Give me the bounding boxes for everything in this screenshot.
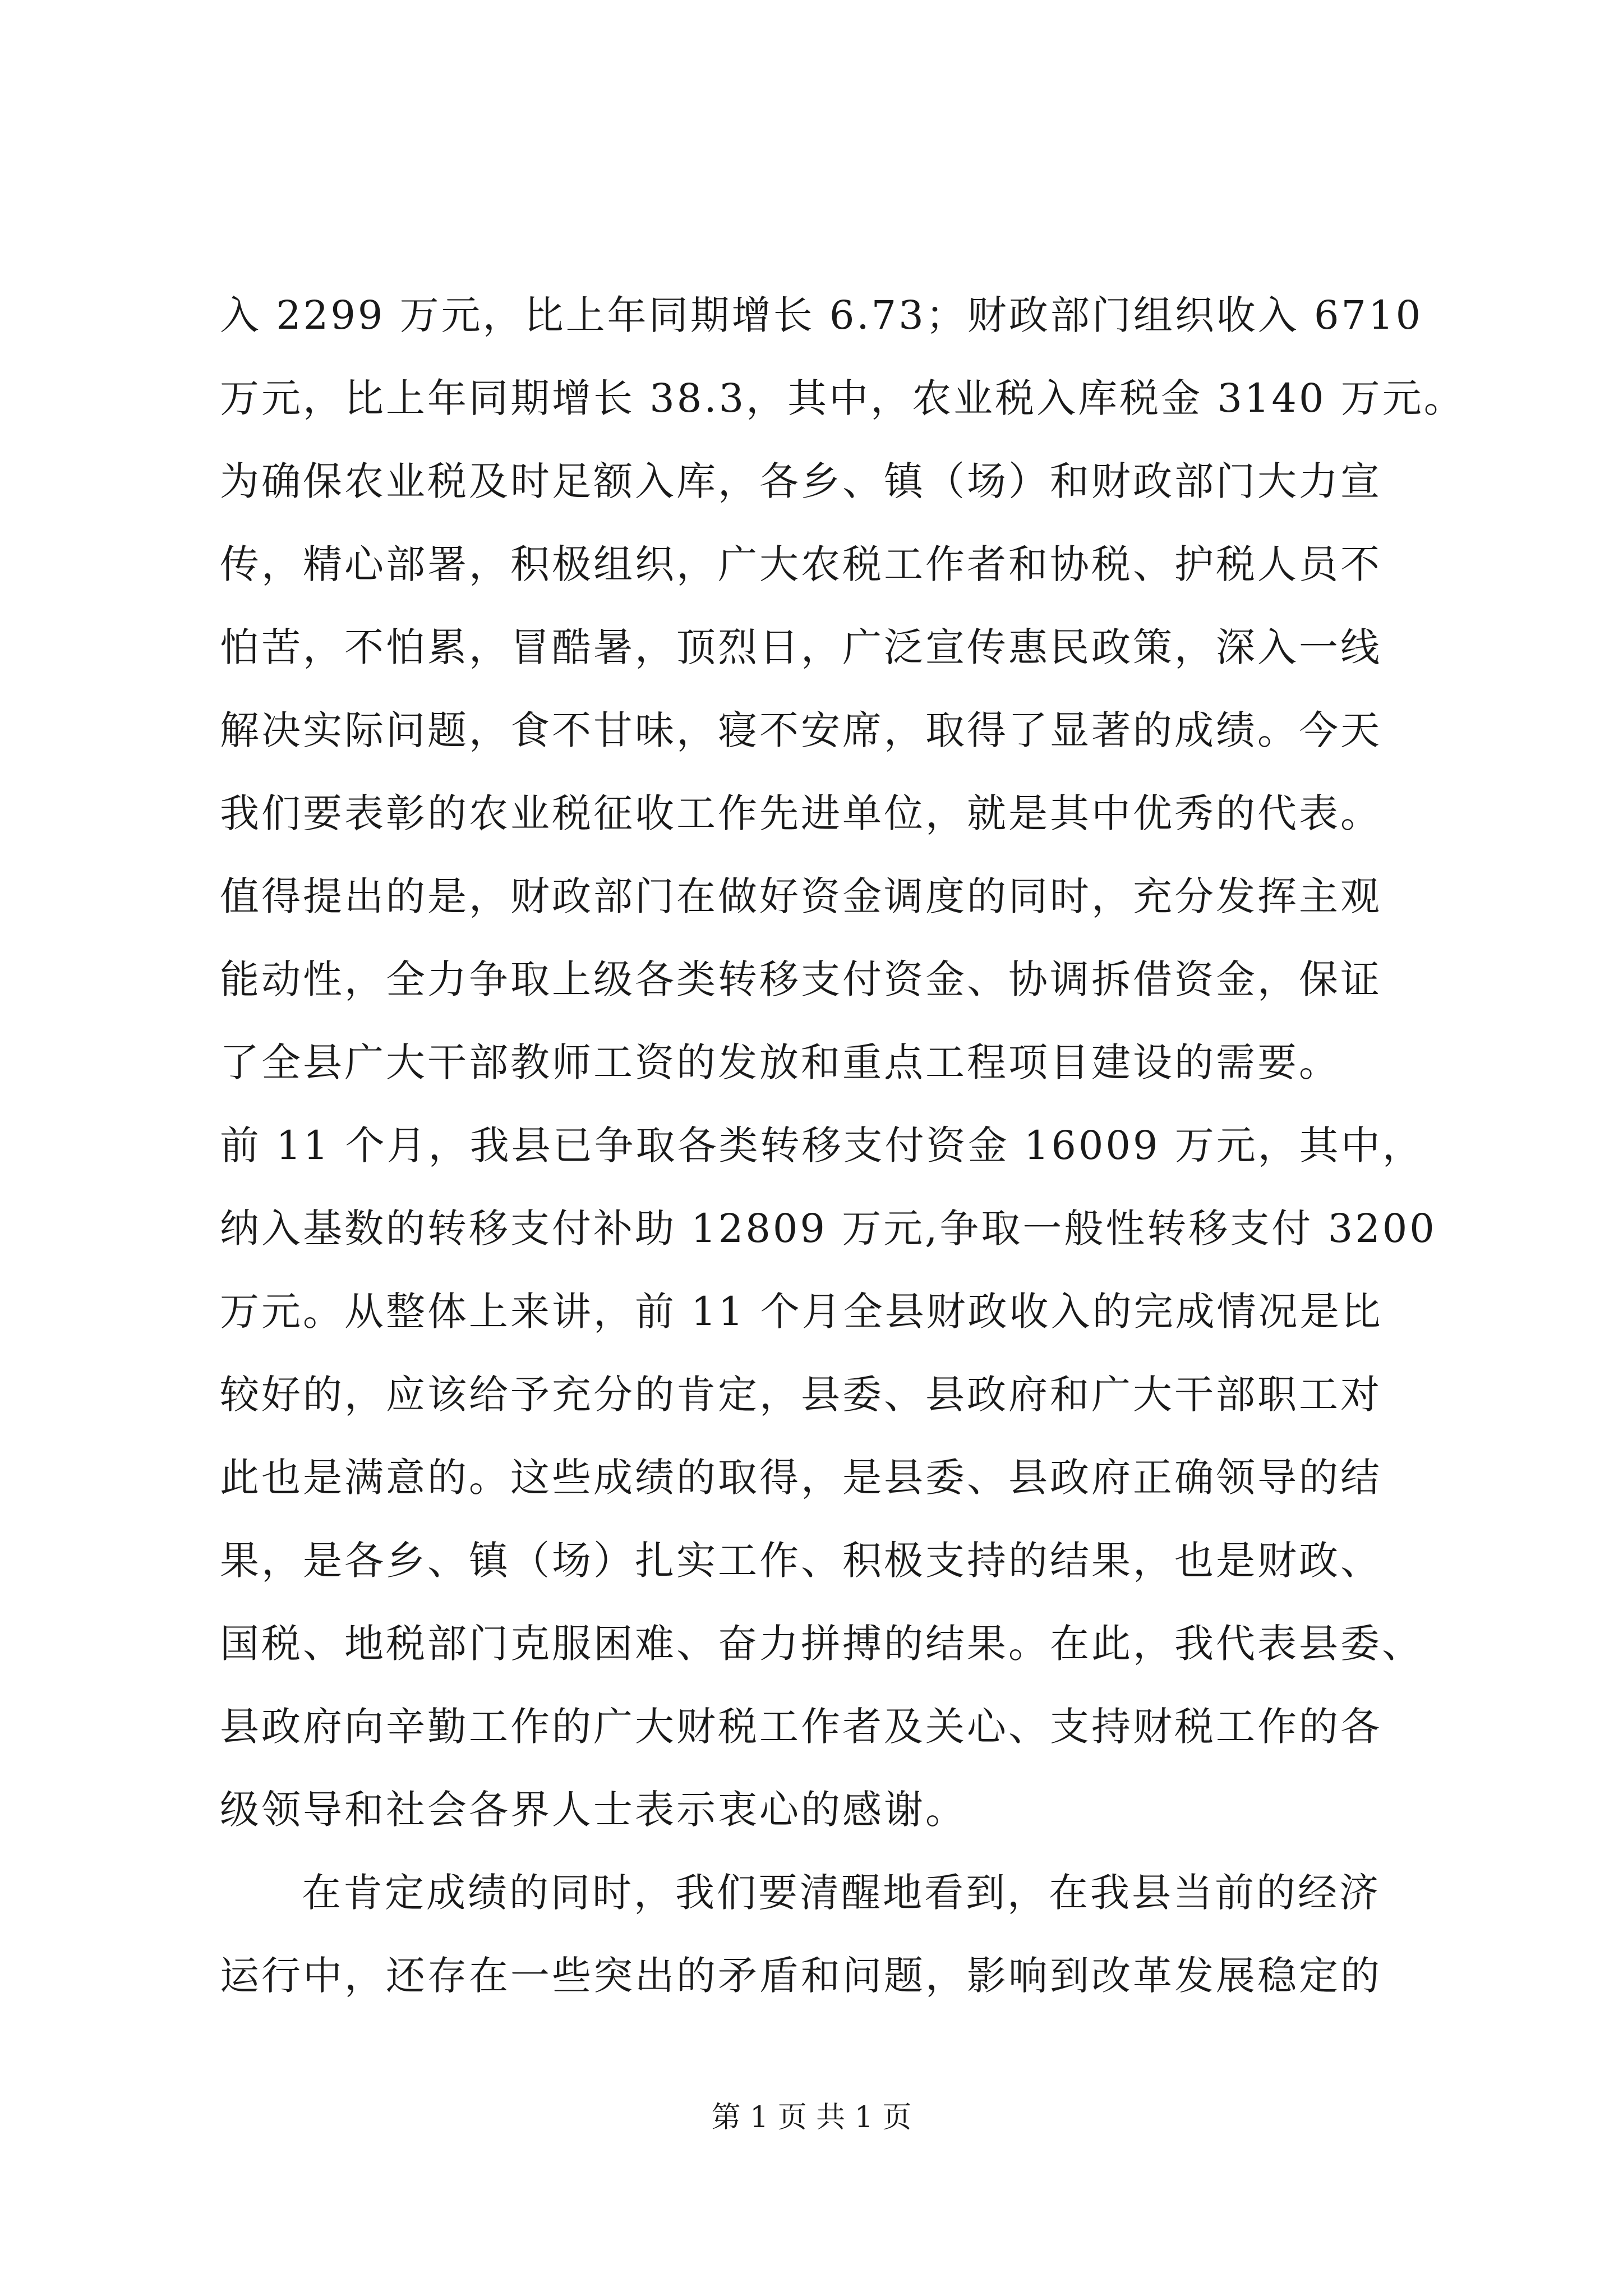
text-line: 我们要表彰的农业税征收工作先进单位，就是其中优秀的代表。 xyxy=(220,790,1382,836)
text-line: 纳入基数的转移支付补助 12809 万元,争取一般性转移支付 3200 xyxy=(220,1205,1437,1251)
text-line: 县政府向辛勤工作的广大财税工作者及关心、支持财税工作的各 xyxy=(220,1704,1382,1750)
text-line: 前 11 个月，我县已争取各类转移支付资金 16009 万元，其中， xyxy=(220,1122,1424,1168)
text-line: 国税、地税部门克服困难、奋力拼搏的结果。在此，我代表县委、 xyxy=(220,1621,1423,1667)
text-line: 较好的，应该给予充分的肯定，县委、县政府和广大干部职工对 xyxy=(220,1372,1382,1418)
text-line: 值得提出的是，财政部门在做好资金调度的同时，充分发挥主观 xyxy=(220,873,1382,919)
text-line: 万元。从整体上来讲，前 11 个月全县财政收入的完成情况是比 xyxy=(220,1289,1383,1335)
text-line: 级领导和社会各界人士表示衷心的感谢。 xyxy=(220,1787,967,1833)
text-line: 解决实际问题，食不甘味，寝不安席，取得了显著的成绩。今天 xyxy=(220,707,1382,753)
page-number-label: 第 1 页 共 1 页 xyxy=(711,2101,912,2134)
page-footer xyxy=(0,2098,1623,2137)
text-line: 为确保农业税及时足额入库，各乡、镇（场）和财政部门大力宣 xyxy=(220,458,1382,504)
text-line: 能动性，全力争取上级各类转移支付资金、协调拆借资金，保证 xyxy=(220,956,1382,1002)
text-line: 怕苦，不怕累，冒酷暑，顶烈日，广泛宣传惠民政策，深入一线 xyxy=(220,624,1382,670)
document-body xyxy=(220,274,1465,2017)
paragraph-first-line: 在肯定成绩的同时，我们要清醒地看到，在我县当前的经济 xyxy=(302,1870,1381,1916)
text-line: 传，精心部署，积极组织，广大农税工作者和协税、护税人员不 xyxy=(220,541,1382,587)
text-line: 果，是各乡、镇（场）扎实工作、积极支持的结果，也是财政、 xyxy=(220,1538,1382,1584)
text-line: 万元，比上年同期增长 38.3，其中，农业税入库税金 3140 万元。 xyxy=(220,375,1465,421)
text-line: 此也是满意的。这些成绩的取得，是县委、县政府正确领导的结 xyxy=(220,1455,1382,1501)
text-line: 了全县广大干部教师工资的发放和重点工程项目建设的需要。 xyxy=(220,1039,1340,1085)
text-line: 运行中，还存在一些突出的矛盾和问题，影响到改革发展稳定的 xyxy=(220,1953,1382,1999)
text-line: 入 2299 万元，比上年同期增长 6.73；财政部门组织收入 6710 xyxy=(220,292,1423,338)
